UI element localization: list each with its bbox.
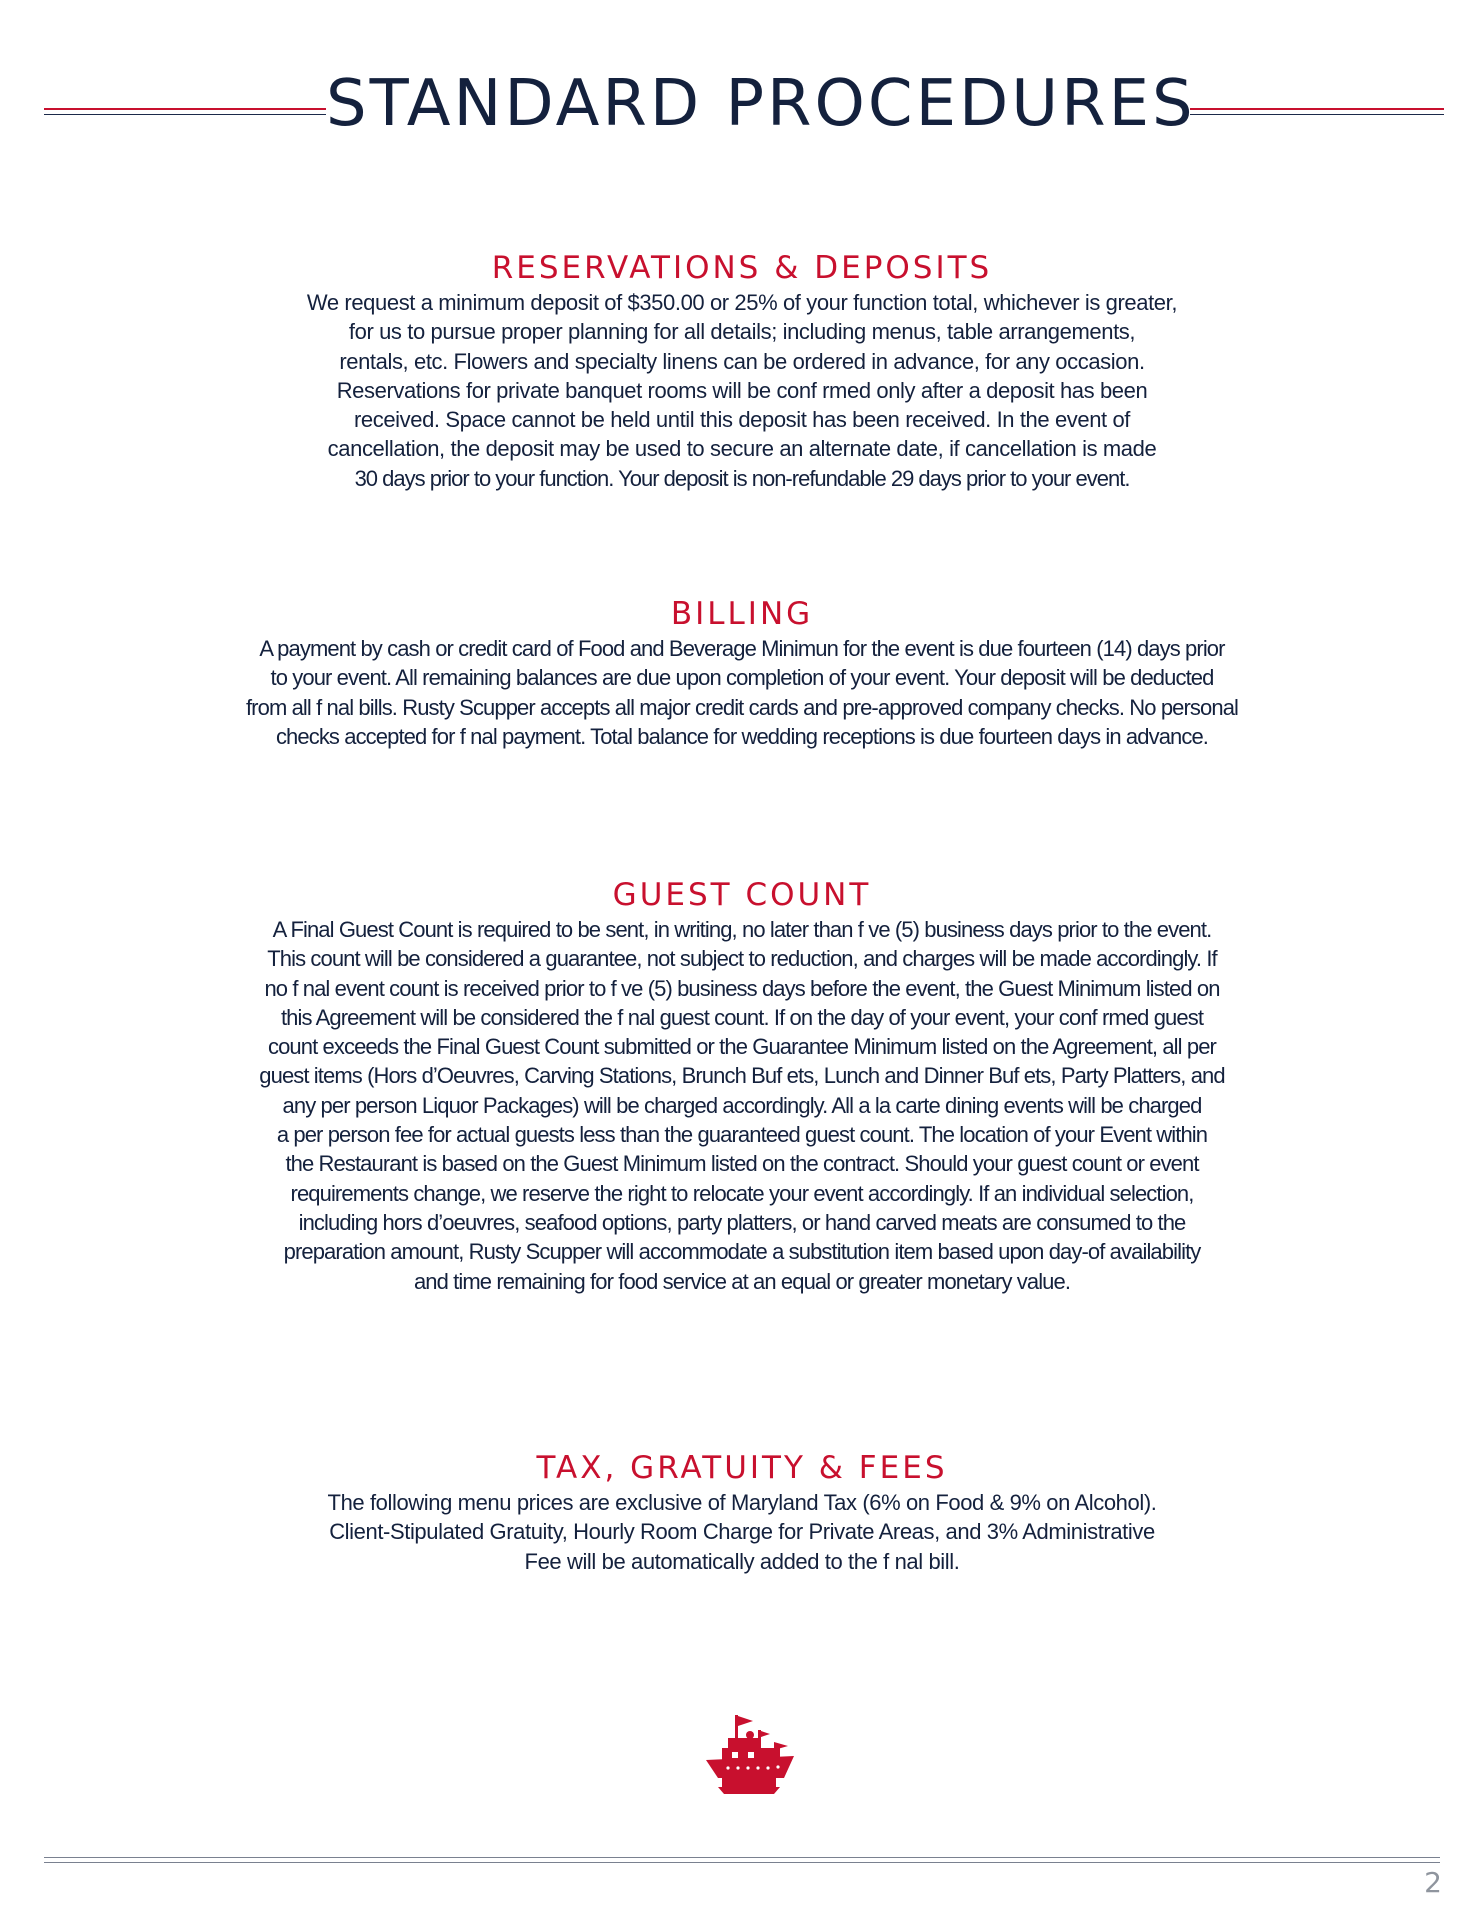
body-line: a per person fee for actual guests less than the guaranteed guest count. The location of your Event within (276, 1122, 1208, 1148)
body-line: Client-Stipulated Gratuity, Hourly Room Charge for Private Areas, and 3% Administrative (329, 1519, 1155, 1545)
body-line: A Final Guest Count is required to be sent, in writing, no later than f ve (5) business days prior to the event. (272, 917, 1212, 942)
footer-rule (44, 1857, 1440, 1863)
body-line: to your event. All remaining balances are due upon completion of your event. Your deposit will be deducted (270, 665, 1214, 691)
body-line: requirements change, we reserve the right to relocate your event accordingly. If an individual selection, (290, 1180, 1194, 1206)
body-line: 30 days prior to your function. Your deposit is non-refundable 29 days prior to your event. (354, 465, 1130, 491)
section-body (100, 915, 1384, 1296)
body-line: this Agreement will be considered the f nal guest count. If on the day of your event, your conf rmed guest (280, 1004, 1204, 1030)
body-line: We request a minimum deposit of $350.00 or 25% of your function total, whichever is greater, (306, 290, 1178, 315)
body-line: preparation amount, Rusty Scupper will accommodate a substitution item based upon day-of availability (283, 1239, 1201, 1265)
page-header (44, 64, 1444, 144)
title-rule-left (44, 108, 326, 115)
body-line: The following menu prices are exclusive of Maryland Tax (6% on Food & 9% on Alcohol). (327, 1490, 1157, 1515)
body-line: received. Space cannot be held until this deposit has been received. In the event of (353, 407, 1131, 433)
body-line: Reservations for private banquet rooms will be conf rmed only after a deposit has been (336, 377, 1148, 403)
section-body (100, 1488, 1384, 1576)
body-line: guest items (Hors d’Oeuvres, Carving Stations, Brunch Buf ets, Lunch and Dinner Buf ets, Party Platters, and (259, 1063, 1225, 1089)
body-line: Fee will be automatically added to the f nal bill. (524, 1548, 960, 1574)
page-title: STANDARD PROCEDURES (326, 67, 1196, 141)
section-reservations-deposits (100, 248, 1384, 493)
body-line: checks accepted for f nal payment. Total balance for wedding receptions is due fourteen days in advance. (275, 723, 1209, 749)
section-body (100, 288, 1384, 493)
body-line: for us to pursue proper planning for all details; including menus, table arrangements, (348, 319, 1136, 345)
body-line: any per person Liquor Packages) will be charged accordingly. All a la carte dining events will be charged (282, 1092, 1202, 1118)
body-line: no f nal event count is received prior to f ve (5) business days before the event, the Guest Minimum listed on (264, 975, 1220, 1001)
section-heading: TAX, GRATUITY & FEES (536, 1450, 948, 1486)
body-line: cancellation, the deposit may be used to secure an alternate date, if cancellation is made (327, 436, 1157, 462)
section-billing (100, 594, 1384, 751)
body-line: count exceeds the Final Guest Count submitted or the Guarantee Minimum listed on the Agreement, all per (268, 1034, 1216, 1060)
section-heading: BILLING (670, 596, 814, 632)
body-line: A payment by cash or credit card of Food and Beverage Minimun for the event is due fourteen (14) days prior (259, 636, 1225, 661)
ship-logo-icon (704, 1712, 798, 1808)
body-line: from all f nal bills. Rusty Scupper accepts all major credit cards and pre-approved company checks. No personal (245, 694, 1239, 720)
section-heading: GUEST COUNT (612, 877, 872, 913)
body-line: rentals, etc. Flowers and specialty linens can be ordered in advance, for any occasion. (339, 348, 1145, 374)
section-guest-count (100, 875, 1384, 1296)
body-line: including hors d’oeuvres, seafood options, party platters, or hand carved meats are consumed to the (298, 1209, 1186, 1235)
section-tax-gratuity-fees (100, 1448, 1384, 1576)
body-line: the Restaurant is based on the Guest Minimum listed on the contract. Should your guest count or event (285, 1151, 1199, 1177)
section-heading: RESERVATIONS & DEPOSITS (491, 250, 993, 286)
page-number: 2 (1424, 1866, 1442, 1899)
body-line: and time remaining for food service at an equal or greater monetary value. (413, 1268, 1071, 1294)
body-line: This count will be considered a guarantee, not subject to reduction, and charges will be made accordingly. If (267, 946, 1217, 972)
title-rule-right (1190, 108, 1444, 115)
section-body (100, 634, 1384, 751)
